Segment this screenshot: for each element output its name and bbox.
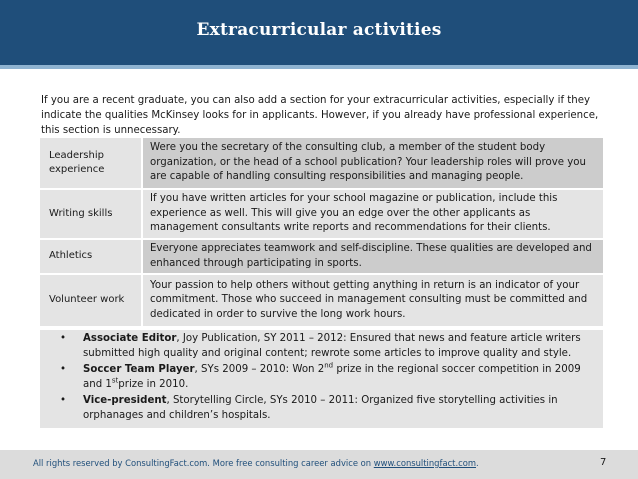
ordinal-suffix: st: [111, 376, 119, 385]
bullet-text: prize in 2010.: [118, 378, 189, 390]
copyright-text: All rights reserved by ConsultingFact.com. More free consulting career advice on: [33, 458, 374, 468]
activities-table: [40, 138, 603, 328]
bullet-text: , Storytelling Circle, SYs 2010 – 2011: Organized five storytelling activities in orphanages and children’s hospitals.: [83, 395, 558, 421]
row-description: Everyone appreciates teamwork and self-discipline. These qualities are developed and enhanced through participating in sports.: [142, 239, 603, 274]
slide-footer: [0, 450, 638, 479]
ordinal-suffix: nd: [324, 361, 334, 370]
bullet-role: Vice-president: [83, 395, 167, 407]
example-bullets: [40, 330, 603, 428]
list-item: [60, 332, 593, 361]
bullet-marker: •: [60, 333, 67, 344]
intro-paragraph: If you are a recent graduate, you can also add a section for your extracurricular activities, especially if they indicate the qualities McKinsey looks for in applicants. However, if you already have professional experience, this section is unnecessary.: [41, 95, 599, 136]
footer-period: .: [476, 458, 479, 468]
website-link[interactable]: www.consultingfact.com: [373, 458, 477, 468]
table-row: [40, 239, 603, 274]
bullet-marker: •: [60, 395, 67, 407]
bullet-text: , Joy Publication, SY 2011 – 2012: Ensured that news and feature article writers submitted high quality and original content; rewrote some articles to improve quality and style.: [83, 333, 581, 359]
bullet-role: Soccer Team Player: [83, 364, 195, 376]
table-row: [40, 274, 603, 327]
bullet-marker: •: [60, 364, 67, 376]
list-item: [60, 363, 593, 392]
bullet-text: , SYs 2009 – 2010: Won 2: [194, 364, 325, 376]
slide-header: [0, 0, 638, 69]
row-description: If you have written articles for your school magazine or publication, include this experience as well. This will give you an edge over the other applicants as management consultants write reports and recommendations for their clients.: [142, 189, 603, 239]
row-label: Athletics: [40, 239, 142, 274]
footer-text: [33, 458, 479, 468]
page-number: 7: [600, 457, 607, 468]
slide-title: Extracurricular activities: [196, 20, 442, 40]
table-row: [40, 138, 603, 189]
bullet-text: prize in the regional soccer competition in 2009 and 1: [83, 364, 581, 390]
bullet-role: Associate Editor: [83, 333, 177, 344]
table-row: [40, 189, 603, 239]
row-description: Were you the secretary of the consulting club, a member of the student body organization, or the head of a school publication? Your leadership roles will prove you are capable of handling consulting responsibilities and managing people.: [142, 138, 603, 189]
row-description: Your passion to help others without getting anything in return is an indicator of your commitment. Those who succeed in management consulting must be committed and dedicated in order to survive the long work hours.: [142, 274, 603, 327]
row-label: Volunteer work: [40, 274, 142, 327]
row-label: Leadership experience: [40, 138, 142, 189]
row-label: Writing skills: [40, 189, 142, 239]
list-item: [60, 394, 593, 423]
